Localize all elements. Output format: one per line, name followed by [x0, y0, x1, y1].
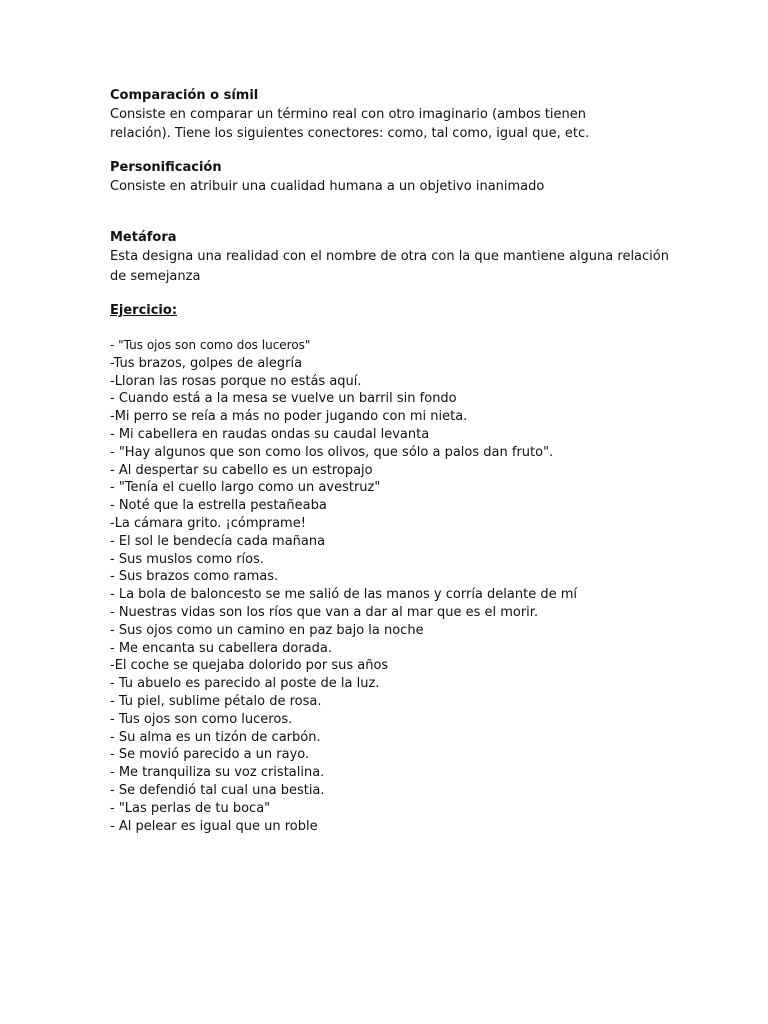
exercise-list — [110, 337, 710, 835]
exercise-item: -La cámara grito. ¡cómprame! — [110, 515, 306, 531]
exercise-item: - "Tus ojos son como dos luceros" — [110, 338, 311, 352]
exercise-item: -Tus brazos, golpes de alegría — [110, 355, 303, 371]
exercise-item: - Sus muslos como ríos. — [110, 551, 265, 567]
section-title-personificacion: Personificación — [110, 160, 222, 175]
section-ejercicio — [110, 301, 710, 835]
exercise-title: Ejercicio: — [110, 303, 178, 318]
exercise-item: - "Hay algunos que son como los olivos, que sólo a palos dan fruto". — [110, 444, 554, 460]
exercise-item: - Me encanta su cabellera dorada. — [110, 640, 332, 656]
exercise-item: - Nuestras vidas son los ríos que van a dar al mar que es el morir. — [110, 604, 539, 620]
section-simil — [110, 86, 710, 143]
exercise-item: - La bola de baloncesto se me salió de las manos y corría delante de mí — [110, 587, 577, 603]
exercise-item: - Cuando está a la mesa se vuelve un barril sin fondo — [110, 391, 457, 407]
section-title-metafora: Metáfora — [110, 230, 177, 245]
section-personificacion — [110, 158, 710, 196]
document-page — [110, 86, 710, 835]
exercise-item: - Me tranquiliza su voz cristalina. — [110, 765, 325, 781]
exercise-item: - Su alma es un tizón de carbón. — [110, 729, 321, 745]
exercise-item: - Noté que la estrella pestañeaba — [110, 498, 327, 514]
exercise-item: - Sus brazos como ramas. — [110, 569, 279, 585]
exercise-item: - Mi cabellera en raudas ondas su caudal levanta — [110, 426, 430, 442]
section-text-line: Consiste en atribuir una cualidad humana a un objetivo inanimado — [110, 179, 545, 194]
exercise-item: - Se defendió tal cual una bestia. — [110, 782, 325, 798]
exercise-item: -Mi perro se reía a más no poder jugando con mi nieta. — [110, 409, 468, 425]
exercise-item: -Lloran las rosas porque no estás aquí. — [110, 373, 362, 389]
exercise-item: - El sol le bendecía cada mañana — [110, 533, 326, 549]
exercise-item: - Tu abuelo es parecido al poste de la luz. — [110, 676, 380, 692]
exercise-item: - Sus ojos como un camino en paz bajo la noche — [110, 622, 424, 638]
exercise-item: - Tus ojos son como luceros. — [110, 711, 293, 727]
section-text-line: de semejanza — [110, 269, 201, 284]
exercise-item: - "Las perlas de tu boca" — [110, 800, 271, 816]
exercise-item: - "Tenía el cuello largo como un avestruz" — [110, 480, 381, 496]
exercise-item: - Al pelear es igual que un roble — [110, 818, 318, 834]
exercise-item: - Se movió parecido a un rayo. — [110, 747, 310, 763]
section-text-line: relación). Tiene los siguientes conectores: como, tal como, igual que, etc. — [110, 126, 590, 141]
section-title-simil: Comparación o símil — [110, 88, 259, 103]
exercise-item: -El coche se quejaba dolorido por sus años — [110, 658, 389, 674]
section-text-line: Consiste en comparar un término real con otro imaginario (ambos tienen — [110, 107, 587, 122]
exercise-item: - Al despertar su cabello es un estropajo — [110, 462, 373, 478]
section-metafora — [110, 228, 710, 287]
exercise-item: - Tu piel, sublime pétalo de rosa. — [110, 693, 322, 709]
section-text-line: Esta designa una realidad con el nombre de otra con la que mantiene alguna relación — [110, 249, 669, 264]
